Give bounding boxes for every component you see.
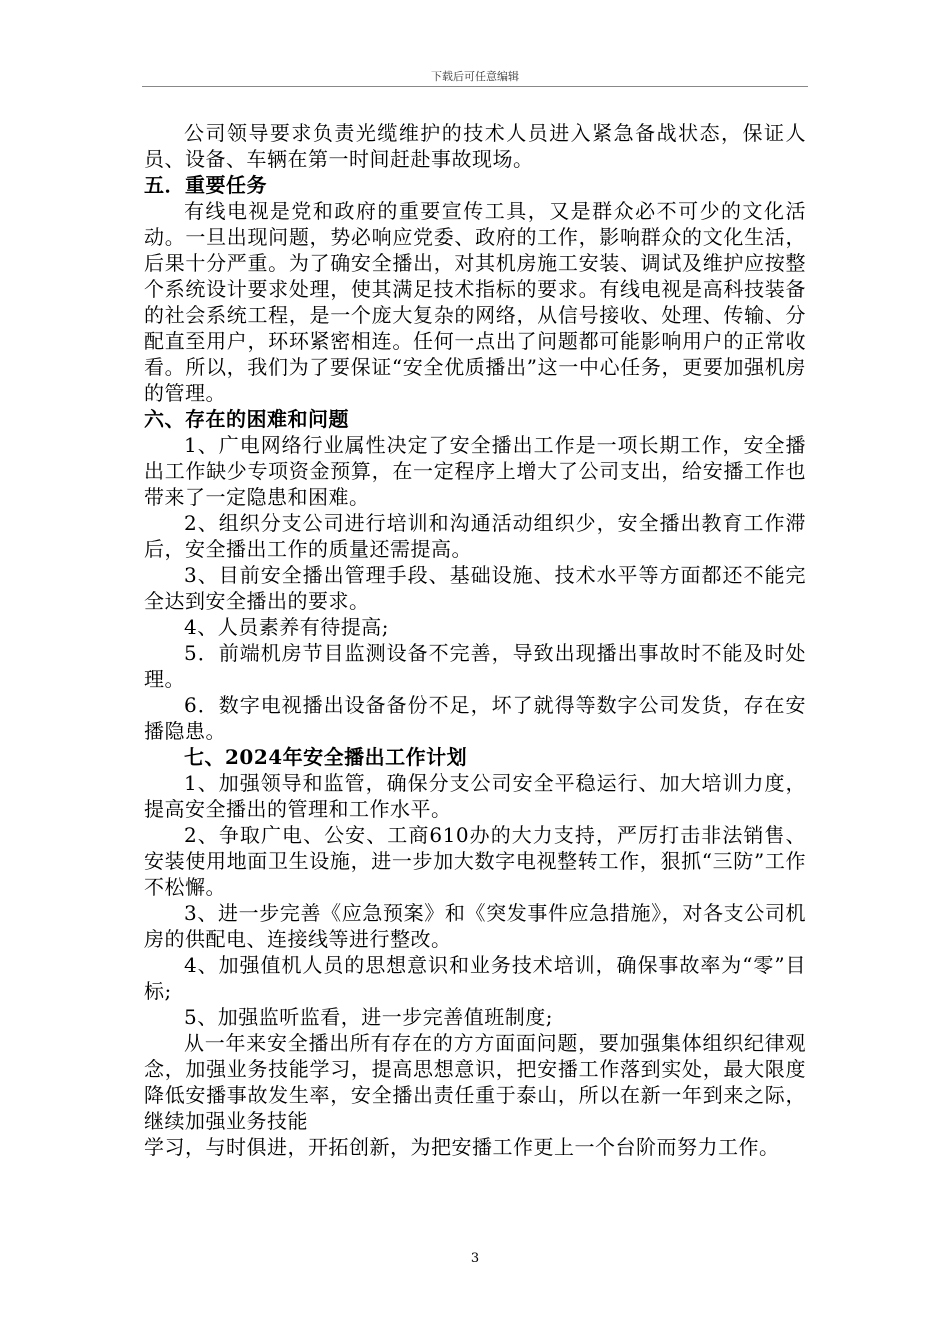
- section-6-item: 6．数字电视播出设备备份不足，坏了就得等数字公司发货，存在安播隐患。: [144, 693, 806, 743]
- conclusion-paragraph: 从一年来安全播出所有存在的方方面面问题，要加强集体组织纪律观念，加强业务技能学习，提高思想意识，把安播工作落到实处，最大限度降低安播事故发生率，安全播出责任重于泰山，所以在新一年到来之际，继续加强业务技能: [144, 1031, 806, 1133]
- section-heading-5: 五．重要任务: [144, 173, 267, 197]
- section-heading-6: 六、存在的困难和问题: [144, 407, 349, 431]
- section-6-item: 3、目前安全播出管理手段、基础设施、技术水平等方面都还不能完全达到安全播出的要求。: [144, 563, 806, 613]
- header-divider: [142, 86, 808, 87]
- section-7-item: 3、进一步完善《应急预案》和《突发事件应急措施》，对各支公司机房的供配电、连接线等进行整改。: [144, 901, 806, 951]
- section-7-item: 5、加强监听监看，进一步完善值班制度;: [184, 1005, 553, 1029]
- intro-paragraph: 公司领导要求负责光缆维护的技术人员进入紧急备战状态，保证人员、设备、车辆在第一时间赶赴事故现场。: [144, 121, 806, 171]
- document-body: [144, 120, 806, 1160]
- section-5-paragraph: 有线电视是党和政府的重要宣传工具，又是群众必不可少的文化活动。一旦出现问题，势必响应党委、政府的工作，影响群众的文化生活，后果十分严重。为了确安全播出，对其机房施工安装、调试及维护应按整个系统设计要求处理，使其满足技术指标的要求。有线电视是高科技装备的社会系统工程，是一个庞大复杂的网络，从信号接收、处理、传输、分配直至用户，环环紧密相连。任何一点出了问题都可能影响用户的正常收看。所以，我们为了要保证“安全优质播出”这一中心任务，更要加强机房的管理。: [144, 199, 806, 405]
- final-paragraph: 学习，与时俱进，开拓创新，为把安播工作更上一个台阶而努力工作。: [144, 1135, 780, 1159]
- section-7-item: 1、加强领导和监管，确保分支公司安全平稳运行、加大培训力度，提高安全播出的管理和工作水平。: [144, 771, 806, 821]
- section-6-item: 4、人员素养有待提高;: [184, 615, 389, 639]
- section-7-item: 4、加强值机人员的思想意识和业务技术培训，确保事故率为“零”目标;: [144, 953, 806, 1003]
- section-6-item: 1、广电网络行业属性决定了安全播出工作是一项长期工作，安全播出工作缺少专项资金预算，在一定程序上增大了公司支出，给安播工作也带来了一定隐患和困难。: [144, 433, 806, 509]
- section-6-item: 5．前端机房节目监测设备不完善，导致出现播出事故时不能及时处理。: [144, 641, 806, 691]
- section-heading-7: 七、2024年安全播出工作计划: [184, 745, 468, 769]
- section-7-item: 2、争取广电、公安、工商610办的大力支持，严厉打击非法销售、安装使用地面卫生设施，进一步加大数字电视整转工作，狠抓“三防”工作不松懈。: [144, 823, 806, 899]
- page-header: 下载后可任意编辑: [431, 70, 519, 83]
- section-6-item: 2、组织分支公司进行培训和沟通活动组织少，安全播出教育工作滞后，安全播出工作的质量还需提高。: [144, 511, 806, 561]
- page-number: 3: [470, 1251, 480, 1266]
